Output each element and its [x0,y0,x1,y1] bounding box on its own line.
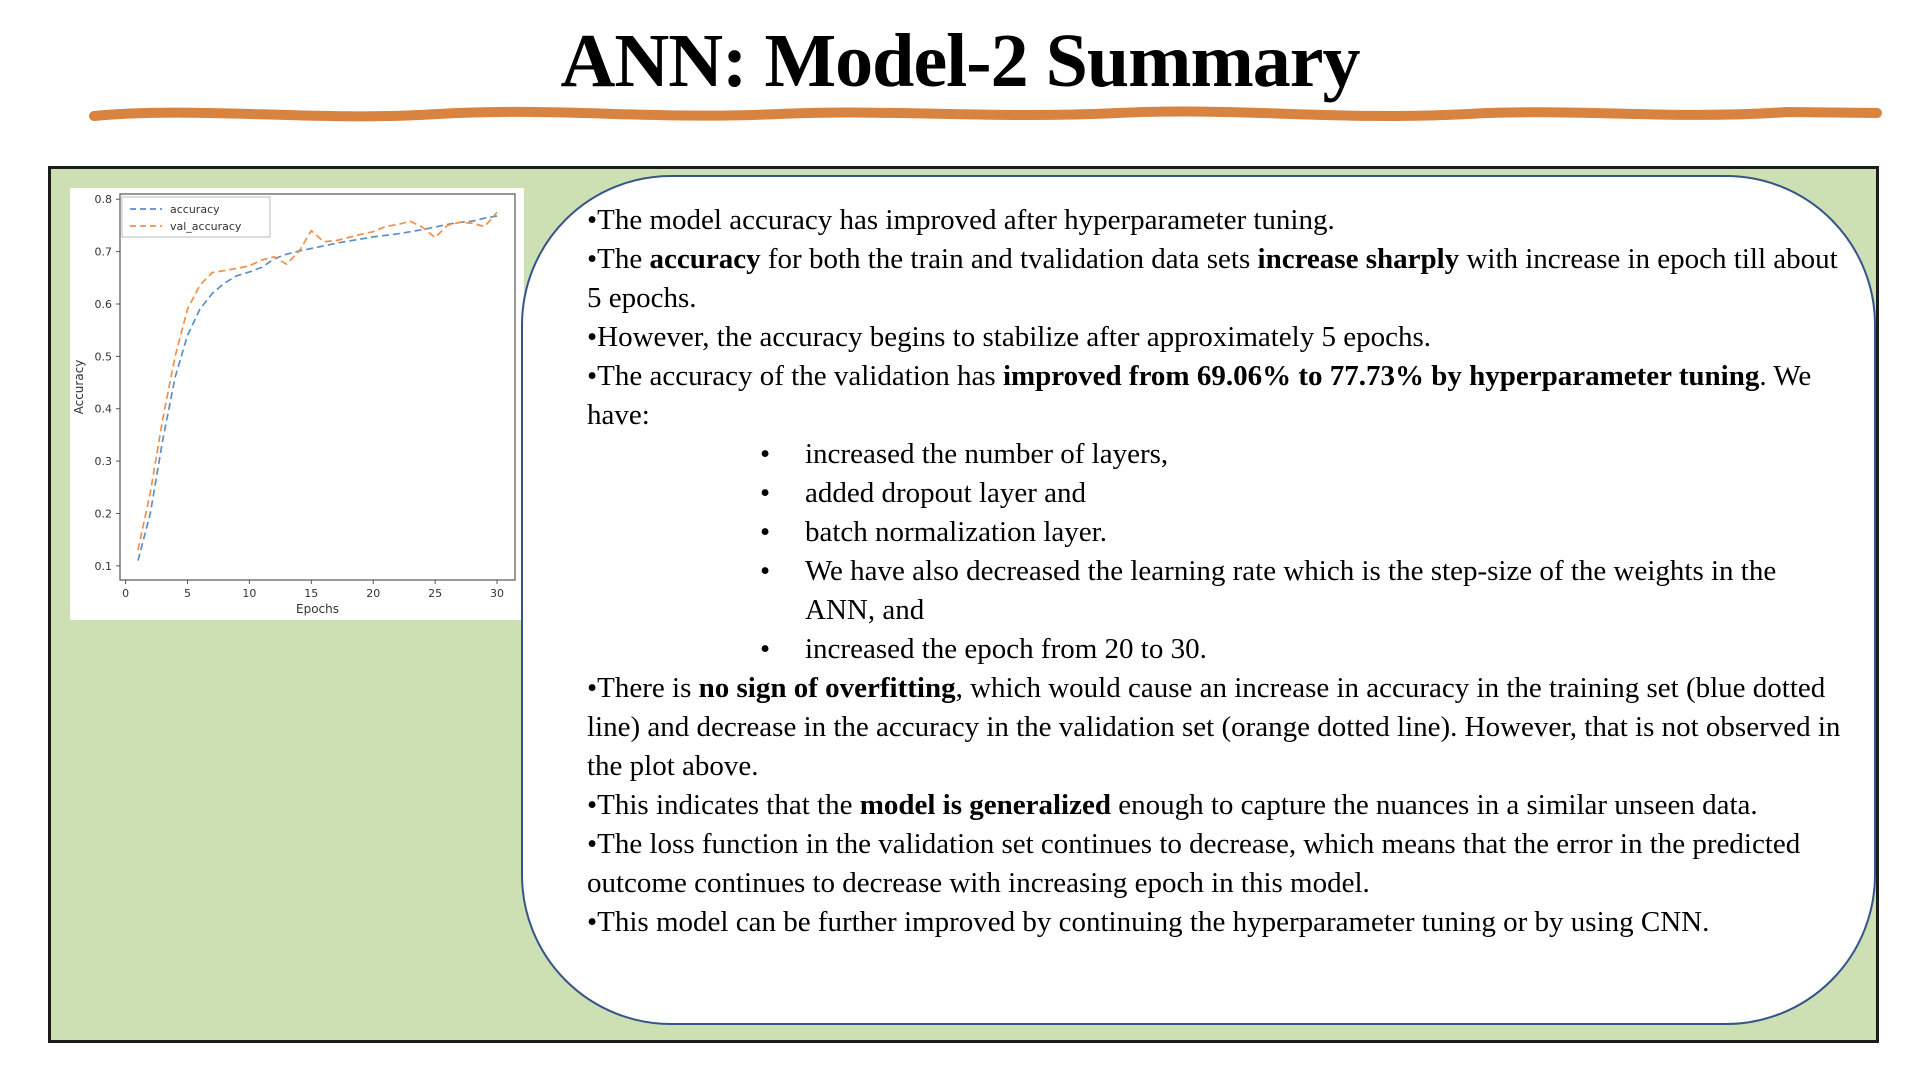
bullet-item [587,669,1844,786]
y-axis-label: Accuracy [72,359,86,415]
y-tick-label: 0.2 [94,507,112,521]
x-tick-label: 30 [490,587,505,600]
sub-bullet-item [587,552,1844,630]
bullet-item [587,201,1844,240]
y-tick-label: 0.5 [94,350,112,364]
bullet-item [587,825,1844,903]
text-run: •There is [587,672,699,704]
y-tick-label: 0.6 [94,297,112,311]
text-run: batch normalization layer. [805,516,1107,548]
x-tick-label: 15 [304,587,319,600]
text-run: for both the train and tvalidation data sets [760,243,1258,275]
text-run: improved from 69.06% to 77.73% by hyperparameter tuning [1002,360,1760,392]
bullet-item [587,903,1844,942]
text-run: no sign of overfitting [698,672,956,704]
sub-bullet-item [587,630,1844,669]
text-run: •This model can be further improved by continuing the hyperparameter tuning or by using CNN. [587,906,1710,938]
x-tick-label: 5 [183,587,191,600]
text-run: •The loss function in the validation set continues to decrease, which means that the error in the predicted outcome continues to decrease with increasing epoch in this model. [587,828,1801,899]
content-panel [48,166,1879,1043]
text-run: , which would cause an increase in accuracy in the training set (blue dotted line) and decrease in the accuracy in the validation set (orange dotted line). However, that is not observed in the plot above. [587,672,1841,782]
bullet-item [587,786,1844,825]
sub-bullet-glyph: • [760,477,771,509]
y-tick-label: 0.4 [94,402,112,416]
text-run: accuracy [649,243,761,275]
legend-label: accuracy [170,203,220,216]
sub-bullet-item [587,474,1844,513]
sub-bullet-item [587,513,1844,552]
notes-content [587,201,1844,942]
y-tick-label: 0.1 [94,559,112,573]
text-run: •The [587,243,650,275]
slide-title: ANN: Model-2 Summary [560,19,1360,103]
title-underline-decoration [88,98,1883,132]
sub-bullet-glyph: • [760,555,771,587]
text-run: model is generalized [859,789,1111,821]
text-run: •The model accuracy has improved after hyperparameter tuning. [587,204,1335,236]
x-axis-label: Epochs [296,602,339,616]
sub-bullet-glyph: • [760,633,771,665]
legend-label: val_accuracy [170,220,242,233]
y-tick-label: 0.3 [94,455,112,469]
notes-box [521,175,1876,1025]
sub-bullet-item [587,435,1844,474]
text-run: added dropout layer and [805,477,1087,509]
x-tick-label: 20 [366,587,381,600]
accuracy-chart [70,188,524,620]
x-tick-label: 0 [122,587,130,600]
text-run: We have also decreased the learning rate which is the step-size of the weights in the ANN, and [805,555,1777,626]
text-run: increased the epoch from 20 to 30. [805,633,1207,665]
x-tick-label: 10 [242,587,257,600]
text-run: •The accuracy of the validation has [587,360,1003,392]
plot-frame [120,194,515,580]
x-tick-label: 25 [428,587,443,600]
y-tick-label: 0.8 [94,193,112,207]
text-run: with increase in epoch till about 5 epochs. [587,243,1838,314]
text-run: increased the number of layers, [805,438,1169,470]
text-run: enough to capture the nuances in a similar unseen data. [1111,789,1758,821]
wavy-underline-icon [88,98,1883,132]
bullet-item [587,357,1844,435]
sub-bullet-glyph: • [760,438,771,470]
chart-card [70,188,524,620]
bullet-item [587,240,1844,318]
bullet-item [587,318,1844,357]
text-run: increase sharply [1257,243,1460,275]
y-tick-label: 0.7 [94,245,112,259]
text-run: •However, the accuracy begins to stabilize after approximately 5 epochs. [587,321,1432,353]
text-run: . We have: [587,360,1812,431]
text-run: •This indicates that the [587,789,860,821]
sub-bullet-glyph: • [760,516,771,548]
